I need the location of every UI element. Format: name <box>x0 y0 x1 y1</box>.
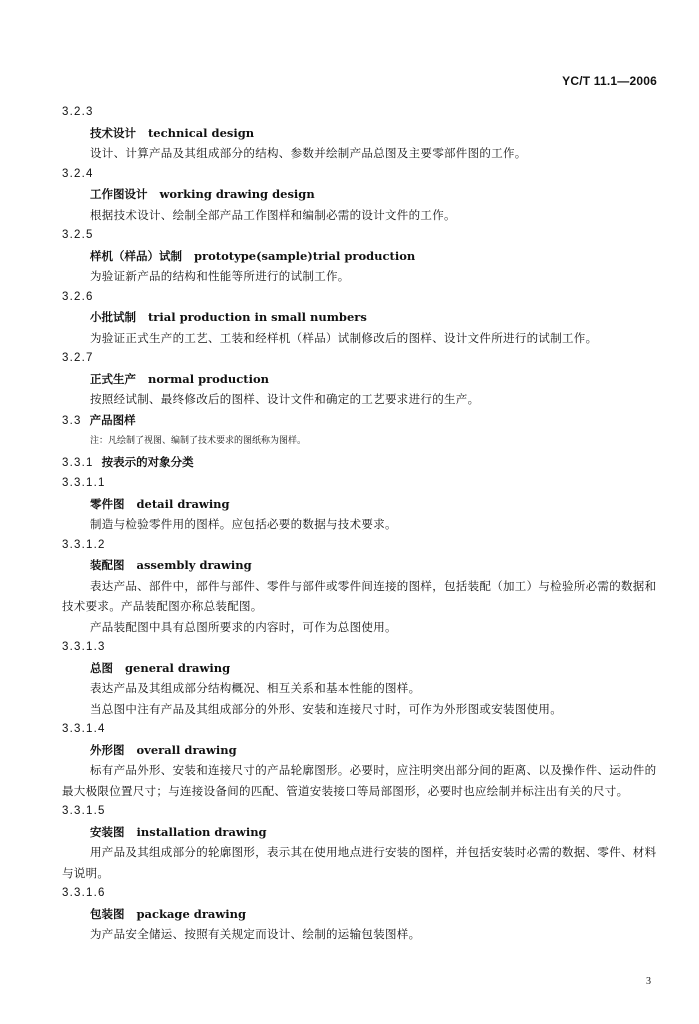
clause-number: 3.3.1.4 <box>62 723 106 735</box>
term-heading <box>62 822 658 843</box>
term-definition: 设计、计算产品及其组成部分的结构、参数并绘制产品总图及主要零部件图的工作。 <box>90 146 527 160</box>
term-zh: 总图 <box>90 660 113 675</box>
term-definition: 按照经试制、最终修改后的图样、设计文件和确定的工艺要求进行的生产。 <box>90 392 480 406</box>
section-title: 产品图样 <box>89 412 136 427</box>
page-content <box>62 102 658 945</box>
term-zh: 小批试制 <box>90 310 136 324</box>
clause-number: 3.3.1.3 <box>62 641 106 653</box>
clause-number: 3.2.6 <box>62 290 94 303</box>
term-heading <box>62 307 658 328</box>
subsection-number: 3.3.1 <box>62 456 94 469</box>
term-zh: 正式生产 <box>90 371 136 386</box>
section-heading <box>62 410 658 432</box>
section-note: 注：凡绘制了视图、编制了技术要求的图纸称为图样。 <box>90 436 307 446</box>
term-zh: 技术设计 <box>90 125 136 140</box>
clause-number: 3.3.1.6 <box>62 887 106 899</box>
subsection-title: 按表示的对象分类 <box>101 454 194 469</box>
term-en: assembly drawing <box>136 558 252 572</box>
clause-number: 3.3.1.1 <box>62 477 106 489</box>
term-heading <box>62 123 658 144</box>
term-heading <box>62 658 658 679</box>
clause-number: 3.2.4 <box>62 167 94 180</box>
term-zh: 样机（样品）试制 <box>90 248 182 263</box>
term-definition: 为产品安全储运、按照有关规定而设计、绘制的运输包装图样。 <box>90 927 421 941</box>
term-en: package drawing <box>136 906 246 921</box>
term-definition: 为验证新产品的结构和性能等所进行的试制工作。 <box>90 269 350 283</box>
term-definition: 表达产品、部件中，部件与部件、零件与部件或零件间连接的图样，包括装配（加工）与检验所必需的数据和技术要求。产品装配图亦称总装配图。 <box>62 578 657 613</box>
page-number: 3 <box>646 976 651 987</box>
clause-number: 3.3.1.2 <box>62 538 106 551</box>
term-en: detail drawing <box>136 496 230 511</box>
term-definition: 根据技术设计、绘制全部产品工作图样和编制必需的设计文件的工作。 <box>90 207 456 222</box>
term-zh: 安装图 <box>90 824 125 839</box>
term-heading <box>62 494 658 515</box>
term-en: normal production <box>148 371 269 386</box>
term-heading <box>62 740 658 761</box>
clause-number: 3.3.1.5 <box>62 805 106 817</box>
term-definition-2: 当总图中注有产品及其组成部分的外形、安装和连接尺寸时，可作为外形图或安装图使用。 <box>90 701 562 716</box>
term-zh: 包装图 <box>90 906 125 921</box>
term-definition: 用产品及其组成部分的轮廓图形，表示其在使用地点进行安装的图样，并包括安装时必需的数据、零件、材料与说明。 <box>62 845 657 880</box>
term-zh: 外形图 <box>90 742 125 757</box>
term-en: installation drawing <box>136 824 267 839</box>
clause-number: 3.2.7 <box>62 352 94 364</box>
term-definition: 为验证正式生产的工艺、工装和经样机（样品）试制修改后的图样、设计文件所进行的试制工作。 <box>90 330 598 345</box>
term-heading <box>62 184 658 205</box>
subsection-heading <box>62 452 658 474</box>
term-definition: 制造与检验零件用的图样。应包括必要的数据与技术要求。 <box>90 517 397 531</box>
clause-number: 3.2.3 <box>62 106 94 118</box>
standard-code: YC/T 11.1—2006 <box>562 74 657 88</box>
term-heading <box>62 369 658 390</box>
term-en: overall drawing <box>136 742 237 757</box>
term-en: working drawing design <box>159 187 315 201</box>
term-en: prototype(sample)trial production <box>194 248 416 263</box>
term-en: technical design <box>148 125 255 140</box>
term-heading <box>62 904 658 925</box>
term-zh: 零件图 <box>90 496 125 511</box>
clause-number: 3.2.5 <box>62 229 94 241</box>
term-en: general drawing <box>125 660 231 675</box>
term-definition: 表达产品及其组成部分结构概况、相互关系和基本性能的图样。 <box>90 681 421 695</box>
term-heading <box>62 555 658 576</box>
term-definition: 标有产品外形、安装和连接尺寸的产品轮廓图形。必要时，应注明突出部分间的距离、以及操作件、运动件的最大极限位置尺寸；与连接设备间的匹配、管道安装接口等局部图形，必要时也应绘制并标注出有关的尺寸。 <box>62 763 657 798</box>
term-zh: 工作图设计 <box>90 187 148 201</box>
term-heading <box>62 246 658 267</box>
term-en: trial production in small numbers <box>148 310 367 324</box>
term-zh: 装配图 <box>90 558 125 572</box>
term-definition-2: 产品装配图中具有总图所要求的内容时，可作为总图使用。 <box>90 619 397 634</box>
section-number: 3.3 <box>62 414 82 427</box>
